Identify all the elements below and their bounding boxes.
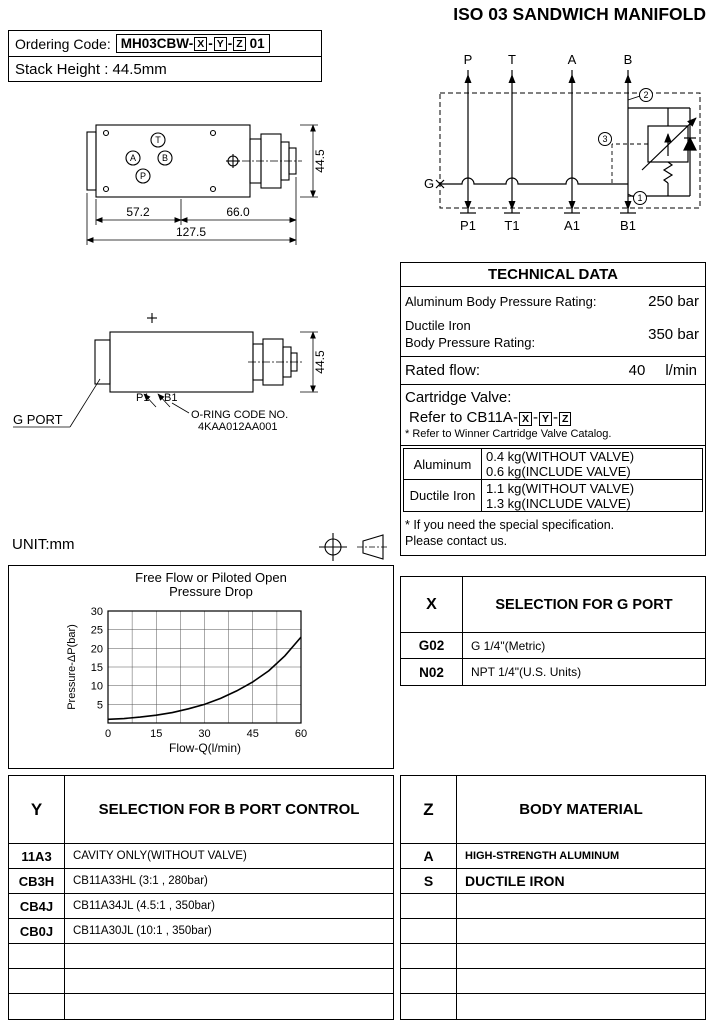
dim-width-left: 57.2	[126, 205, 150, 219]
ductile-pressure-row	[405, 314, 699, 354]
circuit-port-t: T	[508, 52, 516, 67]
table-row-empty	[401, 919, 705, 944]
weight-value-line: 1.3 kg(INCLUDE VALVE)	[486, 495, 631, 511]
spring-symbol	[664, 162, 672, 183]
ductile-pressure-value: 350 bar	[648, 325, 699, 343]
weight-row-aluminum	[404, 449, 702, 480]
cartridge-valve-section	[401, 385, 705, 446]
side-view-labels	[13, 350, 327, 433]
circuit-port-p1: P1	[460, 218, 476, 233]
ordering-code-row	[9, 31, 321, 57]
table-row-empty	[401, 969, 705, 994]
table-row	[401, 659, 705, 685]
table-row	[9, 894, 393, 919]
option-code: N02	[401, 659, 463, 685]
circuit-port-p: P	[463, 52, 473, 67]
svg-text:15: 15	[150, 728, 163, 740]
unit-label: UNIT:mm	[12, 536, 75, 553]
chart-ylabel: Pressure-ΔP(bar)	[66, 624, 78, 710]
g-port-table-header	[401, 577, 705, 633]
technical-data-title: TECHNICAL DATA	[401, 263, 705, 287]
port-p1-label: P1	[136, 392, 150, 404]
port-b1-label: B1	[164, 392, 178, 404]
cartridge-valve-label: Cartridge Valve:	[405, 389, 512, 406]
datum-target-icon	[319, 533, 347, 561]
dim-width-right: 66.0	[226, 205, 250, 219]
oring-code-line1: O-RING CODE NO.	[191, 409, 289, 421]
table-row	[401, 869, 705, 894]
table-row	[9, 869, 393, 894]
ordering-code-box	[8, 30, 322, 82]
table-row-empty	[401, 944, 705, 969]
stack-height-label: Stack Height : 44.5mm	[15, 60, 167, 78]
pressure-drop-chart-svg	[9, 566, 393, 768]
circuit-port-t1: T1	[504, 218, 520, 233]
circuit-lines	[436, 70, 700, 213]
body-material-table-header	[401, 776, 705, 844]
svg-text:10: 10	[90, 680, 103, 693]
option-code: CB4J	[9, 894, 65, 918]
callout-3: 3	[602, 134, 608, 144]
table-row-empty	[401, 894, 705, 919]
option-description: HIGH-STRENGTH ALUMINUM	[465, 850, 620, 862]
option-description: CAVITY ONLY(WITHOUT VALVE)	[73, 850, 247, 862]
rated-flow-row	[401, 357, 705, 385]
side-view-drawing	[95, 313, 302, 392]
port-p-label: P	[139, 171, 147, 181]
option-code: CB0J	[9, 919, 65, 943]
svg-text:5: 5	[96, 699, 103, 712]
port-b-label: B	[161, 153, 169, 163]
cartridge-code-z-box: Z	[559, 412, 571, 426]
svg-text:25: 25	[90, 624, 103, 637]
chart-subtitle: Pressure Drop	[169, 584, 253, 599]
g-port-label: G PORT	[13, 412, 63, 427]
weight-value-line: 0.4 kg(WITHOUT VALVE)	[486, 449, 635, 464]
b-port-header-title: SELECTION FOR B PORT CONTROL	[98, 801, 360, 818]
weight-table	[403, 448, 703, 512]
option-description: CB11A30JL (10:1 , 350bar)	[73, 925, 212, 937]
table-row	[401, 633, 705, 659]
b-port-header-code: Y	[9, 776, 65, 843]
chart-title: Free Flow or Piloted Open	[135, 570, 287, 585]
chart-xlabel: Flow-Q(l/min)	[169, 741, 241, 755]
option-description: G 1/4"(Metric)	[471, 638, 546, 653]
circuit-port-b1: B1	[620, 218, 636, 233]
b-port-table	[8, 775, 394, 1020]
projection-symbols	[319, 533, 389, 561]
cartridge-code-y-box: Y	[539, 412, 552, 426]
dim-height-side-view: 44.5	[313, 350, 327, 374]
option-code: 11A3	[9, 844, 65, 868]
cartridge-valve-reference: Refer to CB11A- X - Y - Z	[405, 407, 701, 428]
option-code: G02	[401, 633, 463, 658]
svg-text:0: 0	[104, 728, 112, 740]
table-row	[401, 844, 705, 869]
circuit-callout-numbers	[602, 90, 648, 203]
top-view-drawing	[87, 125, 302, 197]
code-z-box: Z	[233, 37, 245, 51]
circuit-callout-circles	[599, 89, 653, 205]
code-y-box: Y	[214, 37, 227, 51]
table-row-empty	[9, 994, 393, 1019]
circuit-port-b: B	[623, 52, 633, 67]
ductile-pressure-label: Ductile Iron Body Pressure Rating:	[405, 318, 536, 350]
technical-data-panel	[400, 262, 706, 556]
circuit-diagram	[400, 38, 710, 263]
top-view-labels	[126, 135, 327, 239]
body-material-table	[400, 775, 706, 1020]
code-x-box: X	[194, 37, 207, 51]
rated-flow-value: 40	[628, 362, 646, 379]
option-description: CB11A34JL (4.5:1 , 350bar)	[73, 900, 215, 912]
weight-row-ductile-iron	[404, 480, 702, 511]
aluminum-pressure-value: 250 bar	[648, 293, 699, 310]
port-t-label: T	[155, 135, 161, 145]
third-angle-projection-icon	[357, 535, 389, 559]
table-row-empty	[9, 944, 393, 969]
option-code: A	[401, 844, 457, 868]
port-a-label: A	[129, 153, 137, 163]
ordering-code-label: Ordering Code:	[15, 35, 111, 52]
svg-text:45: 45	[246, 728, 259, 740]
svg-text:30: 30	[198, 728, 211, 740]
g-port-header-title: SELECTION FOR G PORT	[495, 596, 673, 613]
g-port-table	[400, 576, 706, 686]
option-description: NPT 1/4"(U.S. Units)	[471, 665, 582, 679]
aluminum-pressure-row	[405, 289, 699, 314]
page-title: ISO 03 SANDWICH MANIFOLD	[453, 4, 706, 24]
b-port-table-header	[9, 776, 393, 844]
body-material-header-code: Z	[401, 776, 457, 843]
ordering-code-value: MH03CBW- X - Y - Z 01	[116, 34, 270, 53]
circuit-port-a: A	[567, 52, 577, 67]
oring-code-line2: 4KAA012AA001	[198, 421, 278, 433]
cartridge-valve-note: * Refer to Winner Cartridge Valve Catalog.	[405, 428, 612, 440]
dim-height-top-view: 44.5	[313, 149, 327, 173]
svg-text:15: 15	[90, 662, 103, 674]
rated-flow-label: Rated flow:	[405, 362, 481, 379]
weight-material: Ductile Iron	[404, 480, 482, 511]
weight-value-line: 0.6 kg(INCLUDE VALVE)	[486, 464, 631, 479]
weight-value-line: 1.1 kg(WITHOUT VALVE)	[486, 480, 635, 496]
option-code: CB3H	[9, 869, 65, 893]
svg-text:60: 60	[294, 728, 308, 740]
option-description: DUCTILE IRON	[465, 873, 565, 889]
pressure-rating-section	[401, 287, 705, 357]
engineering-drawings	[8, 85, 398, 563]
pressure-drop-chart	[8, 565, 394, 769]
svg-text:20: 20	[90, 643, 103, 656]
rated-flow-unit: l/min	[665, 362, 697, 379]
svg-text:30: 30	[90, 606, 103, 618]
special-spec-footnote: * If you need the special specification. Please contact us.	[405, 518, 615, 548]
callout-1: 1	[637, 193, 643, 203]
dim-width-total: 127.5	[175, 225, 207, 239]
table-row	[9, 919, 393, 944]
table-row	[9, 844, 393, 869]
aluminum-pressure-label: Aluminum Body Pressure Rating:	[405, 294, 597, 309]
body-material-header-title: BODY MATERIAL	[519, 801, 643, 818]
option-code: S	[401, 869, 457, 893]
cartridge-code-x-box: X	[519, 412, 532, 426]
check-valve-symbol	[684, 138, 696, 150]
weight-material: Aluminum	[404, 449, 482, 479]
option-description: CB11A33HL (3:1 , 280bar)	[73, 875, 208, 887]
circuit-port-a1: A1	[564, 218, 580, 233]
table-row-empty	[9, 969, 393, 994]
circuit-port-g: G	[423, 176, 435, 191]
stack-height-row	[9, 57, 321, 81]
table-row-empty	[401, 994, 705, 1019]
callout-2: 2	[643, 90, 649, 100]
g-port-header-code: X	[401, 577, 463, 632]
